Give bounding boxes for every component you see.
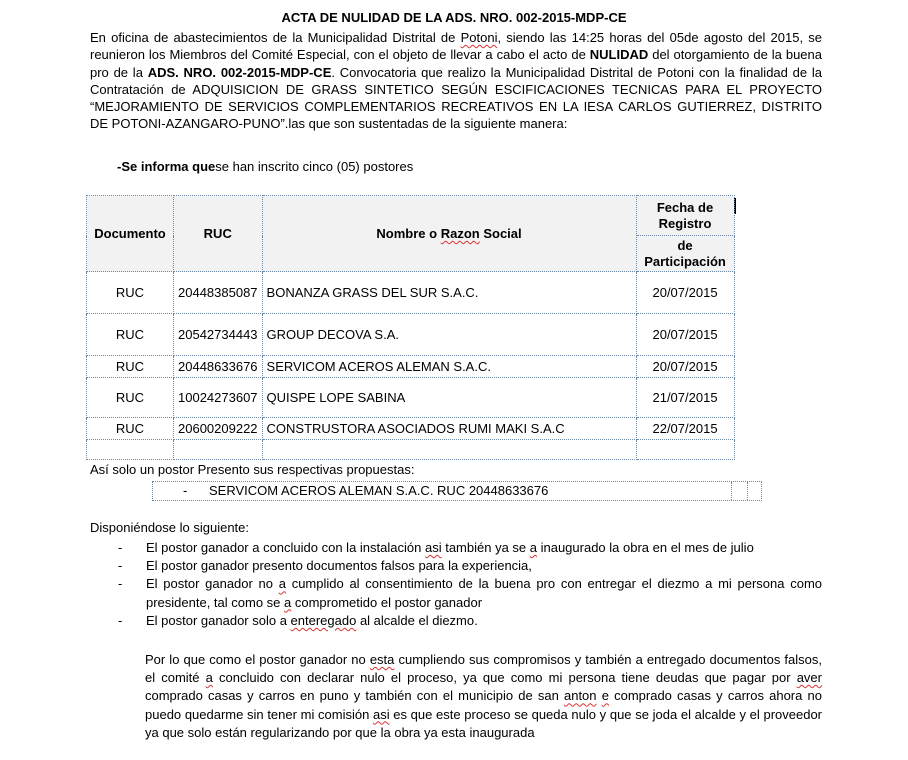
header-fecha-registro: Fecha de Registro	[636, 196, 734, 236]
spellcheck-flagged-word: asi	[372, 706, 390, 722]
document-title: ACTA DE NULIDAD DE LA ADS. NRO. 002-2015-MDP-CE	[281, 10, 627, 25]
proposal-separator	[731, 482, 733, 500]
proposal-box	[152, 481, 762, 501]
bullet-dash: -	[118, 576, 123, 592]
text-run: al alcalde el diezmo.	[356, 612, 478, 628]
text-run: cumpliendo sus compromisos y también a entregado documentos falsos, el comité	[145, 652, 822, 686]
cell-doc: RUC	[87, 378, 174, 418]
text-run: El postor ganador a concluido con la instalación	[146, 540, 425, 555]
text-run: cumplido al consentimiento de la buena pro con entregar el diezmo a mi persona como presidente, tal como se	[146, 576, 822, 610]
cell-doc: RUC	[87, 314, 174, 356]
table-row	[87, 356, 735, 378]
proposal-dash: -	[183, 483, 188, 498]
header-nombre-razon: Razon	[440, 226, 480, 241]
final-paragraph	[145, 651, 822, 742]
spellcheck-flagged-word: a	[284, 594, 292, 610]
cell-name: QUISPE LOPE SABINA	[262, 378, 636, 418]
list-item	[118, 612, 822, 630]
proposal-text: SERVICOM ACEROS ALEMAN S.A.C. RUC 20448633676	[209, 483, 549, 498]
spellcheck-flagged-word: enteregado	[290, 612, 357, 628]
cell-doc: RUC	[87, 356, 174, 378]
header-fecha-participacion: de Participación	[636, 236, 734, 272]
text-run: Por lo que como el postor ganador no	[145, 652, 370, 667]
cell-doc: RUC	[87, 418, 174, 440]
spellcheck-flagged-word: aver	[796, 670, 822, 686]
cell-empty	[636, 440, 734, 460]
proposals-intro: Así solo un postor Presento sus respectivas propuestas:	[90, 462, 415, 477]
text-run: del otorgamiento de la buena pro de la	[90, 47, 822, 80]
text-run: , siendo las 14:25 horas del 05de agosto del 2015, se reunieron los Miembros del Comité Especial, con el objeto de llevar a cabo el acto de	[90, 30, 823, 63]
cell-name: BONANZA GRASS DEL SUR S.A.C.	[262, 272, 636, 314]
header-documento: Documento	[87, 196, 174, 272]
cell-name: CONSTRUSTORA ASOCIADOS RUMI MAKI S.A.C	[262, 418, 636, 440]
bold-text: ADS. NRO. 002-2015-MDP-CE	[147, 64, 332, 80]
disposition-list	[118, 539, 822, 630]
cell-ruc: 20448633676	[174, 356, 263, 378]
text-run: . Convocatoria que realizo la Municipalidad Distrital de Potoni con la finalidad de la Contratación de ADQUISICION DE GRASS SINTETICO SEGÚN ESCIFICACIONES TECNICAS PARA EL PROYECTO “MEJORAMIENTO DE SERVICIOS COMPLEMENTARIOS RECREATIVOS EN LA IESA CARLOS GUTIERREZ, DISTRITO DE POTONI-AZANGARO-PUNO”.las que son sustentadas de la siguiente manera:	[90, 64, 823, 132]
text-run: El postor ganador no	[146, 576, 279, 592]
list-item	[118, 539, 822, 557]
table-row	[87, 418, 735, 440]
spellcheck-flagged-word: Potoni	[460, 30, 498, 45]
spellcheck-flagged-word: esta	[369, 652, 395, 667]
bullet-dash: -	[118, 612, 123, 628]
text-run: concluido con declarar nulo el proceso, ya que como mi persona tiene deudas que pagar por	[212, 670, 797, 686]
header-nombre-pre: Nombre o	[376, 226, 441, 241]
spellcheck-flagged-word: asi	[424, 540, 442, 555]
cell-name: GROUP DECOVA S.A.	[262, 314, 636, 356]
cell-date: 20/07/2015	[636, 356, 734, 378]
bullet-dash: -	[118, 558, 123, 574]
spellcheck-flagged-word: a	[278, 576, 286, 592]
text-run: también ya se	[441, 540, 530, 555]
text-run: comprado casas y carros en puno y también con el municipio de san	[145, 688, 564, 704]
cell-empty	[262, 440, 636, 460]
text-run: inaugurado la obra en el mes de julio	[536, 540, 754, 555]
cell-ruc: 20448385087	[174, 272, 263, 314]
table-row	[87, 378, 735, 418]
cell-ruc: 10024273607	[174, 378, 263, 418]
informa-rest: se han inscrito cinco (05) postores	[215, 159, 414, 174]
list-item	[118, 575, 822, 611]
spellcheck-flagged-word: anton	[563, 688, 597, 704]
text-run: comprometido el postor ganador	[291, 594, 483, 610]
bidders-table	[86, 195, 735, 460]
cell-date: 21/07/2015	[636, 378, 734, 418]
text-run: es que este proceso se queda nulo y que se joda el alcalde y el proveedor ya que solo están regularizando por que la obra ya esta inaugurada	[145, 706, 822, 740]
text-run: En oficina de abastecimientos de la Municipalidad Distrital de	[90, 30, 461, 45]
cell-date: 22/07/2015	[636, 418, 734, 440]
cell-empty	[87, 440, 174, 460]
cell-name: SERVICOM ACEROS ALEMAN S.A.C.	[262, 356, 636, 378]
table-row	[87, 314, 735, 356]
cell-date: 20/07/2015	[636, 272, 734, 314]
intro-paragraph	[90, 29, 822, 133]
spellcheck-flagged-word: a	[529, 540, 537, 555]
text-run: El postor ganador presento documentos falsos para la experiencia,	[146, 558, 532, 574]
text-run: comprado casas y carros ahora no puedo quedarme sin tener mi comisión	[145, 688, 822, 722]
disposition-heading: Disponiéndose lo siguiente:	[90, 520, 249, 535]
proposal-separator	[747, 482, 749, 500]
cell-ruc: 20600209222	[174, 418, 263, 440]
cell-date: 20/07/2015	[636, 314, 734, 356]
list-item	[118, 557, 822, 575]
header-nombre-post: Social	[479, 226, 522, 241]
header-nombre	[262, 196, 636, 272]
cell-empty	[174, 440, 263, 460]
table-row-empty	[87, 440, 735, 460]
bullet-dash: -	[118, 540, 123, 555]
inscribed-bidders-note	[117, 159, 413, 175]
cell-ruc: 20542734443	[174, 314, 263, 356]
table-row	[87, 272, 735, 314]
spellcheck-flagged-word: a	[205, 670, 213, 686]
bold-text: NULIDAD	[589, 47, 649, 63]
cell-doc: RUC	[87, 272, 174, 314]
informa-bold: -Se informa que	[117, 159, 216, 174]
text-run: El postor ganador solo a	[146, 612, 291, 628]
spellcheck-flagged-word: e	[601, 688, 609, 704]
header-ruc: RUC	[174, 196, 263, 272]
